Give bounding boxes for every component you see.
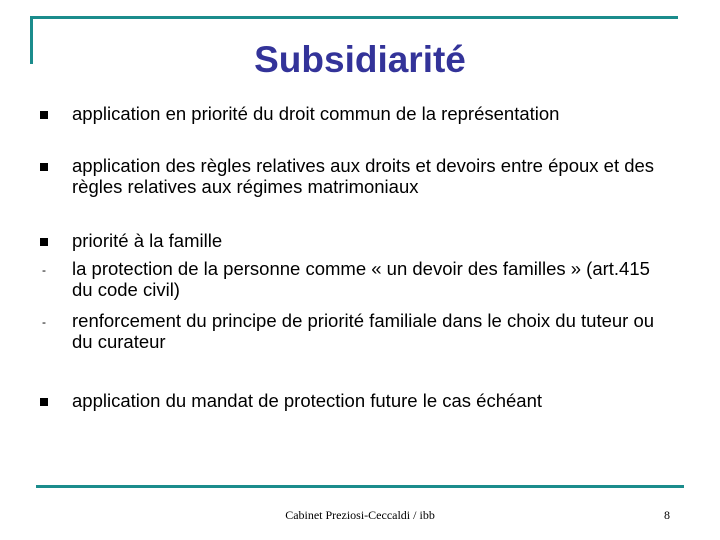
page-number: 8 [664, 508, 670, 522]
slide-title: Subsidiarité [254, 39, 466, 80]
footer-line [36, 485, 684, 488]
square-bullet-icon [40, 163, 48, 171]
bullet-text: application du mandat de protection future le cas échéant [72, 390, 543, 411]
bullet-text: renforcement du principe de priorité familiale dans le choix du tuteur ou du curateur [72, 310, 655, 352]
bullet-text: application des règles relatives aux droits et devoirs entre époux et des règles relatives aux régimes matrimoniaux [72, 155, 655, 197]
square-bullet-icon [40, 238, 48, 246]
dash-bullet-icon: - [42, 315, 46, 329]
bullet-text: la protection de la personne comme « un devoir des familles » (art.415 du code civil) [72, 258, 650, 300]
dash-bullet-icon: - [42, 263, 46, 277]
square-bullet-icon [40, 398, 48, 406]
footer-credit: Cabinet Preziosi-Ceccaldi / ibb [285, 508, 435, 522]
bullet-text: priorité à la famille [72, 230, 223, 251]
bullet-text: application en priorité du droit commun de la représentation [72, 103, 560, 124]
square-bullet-icon [40, 111, 48, 119]
